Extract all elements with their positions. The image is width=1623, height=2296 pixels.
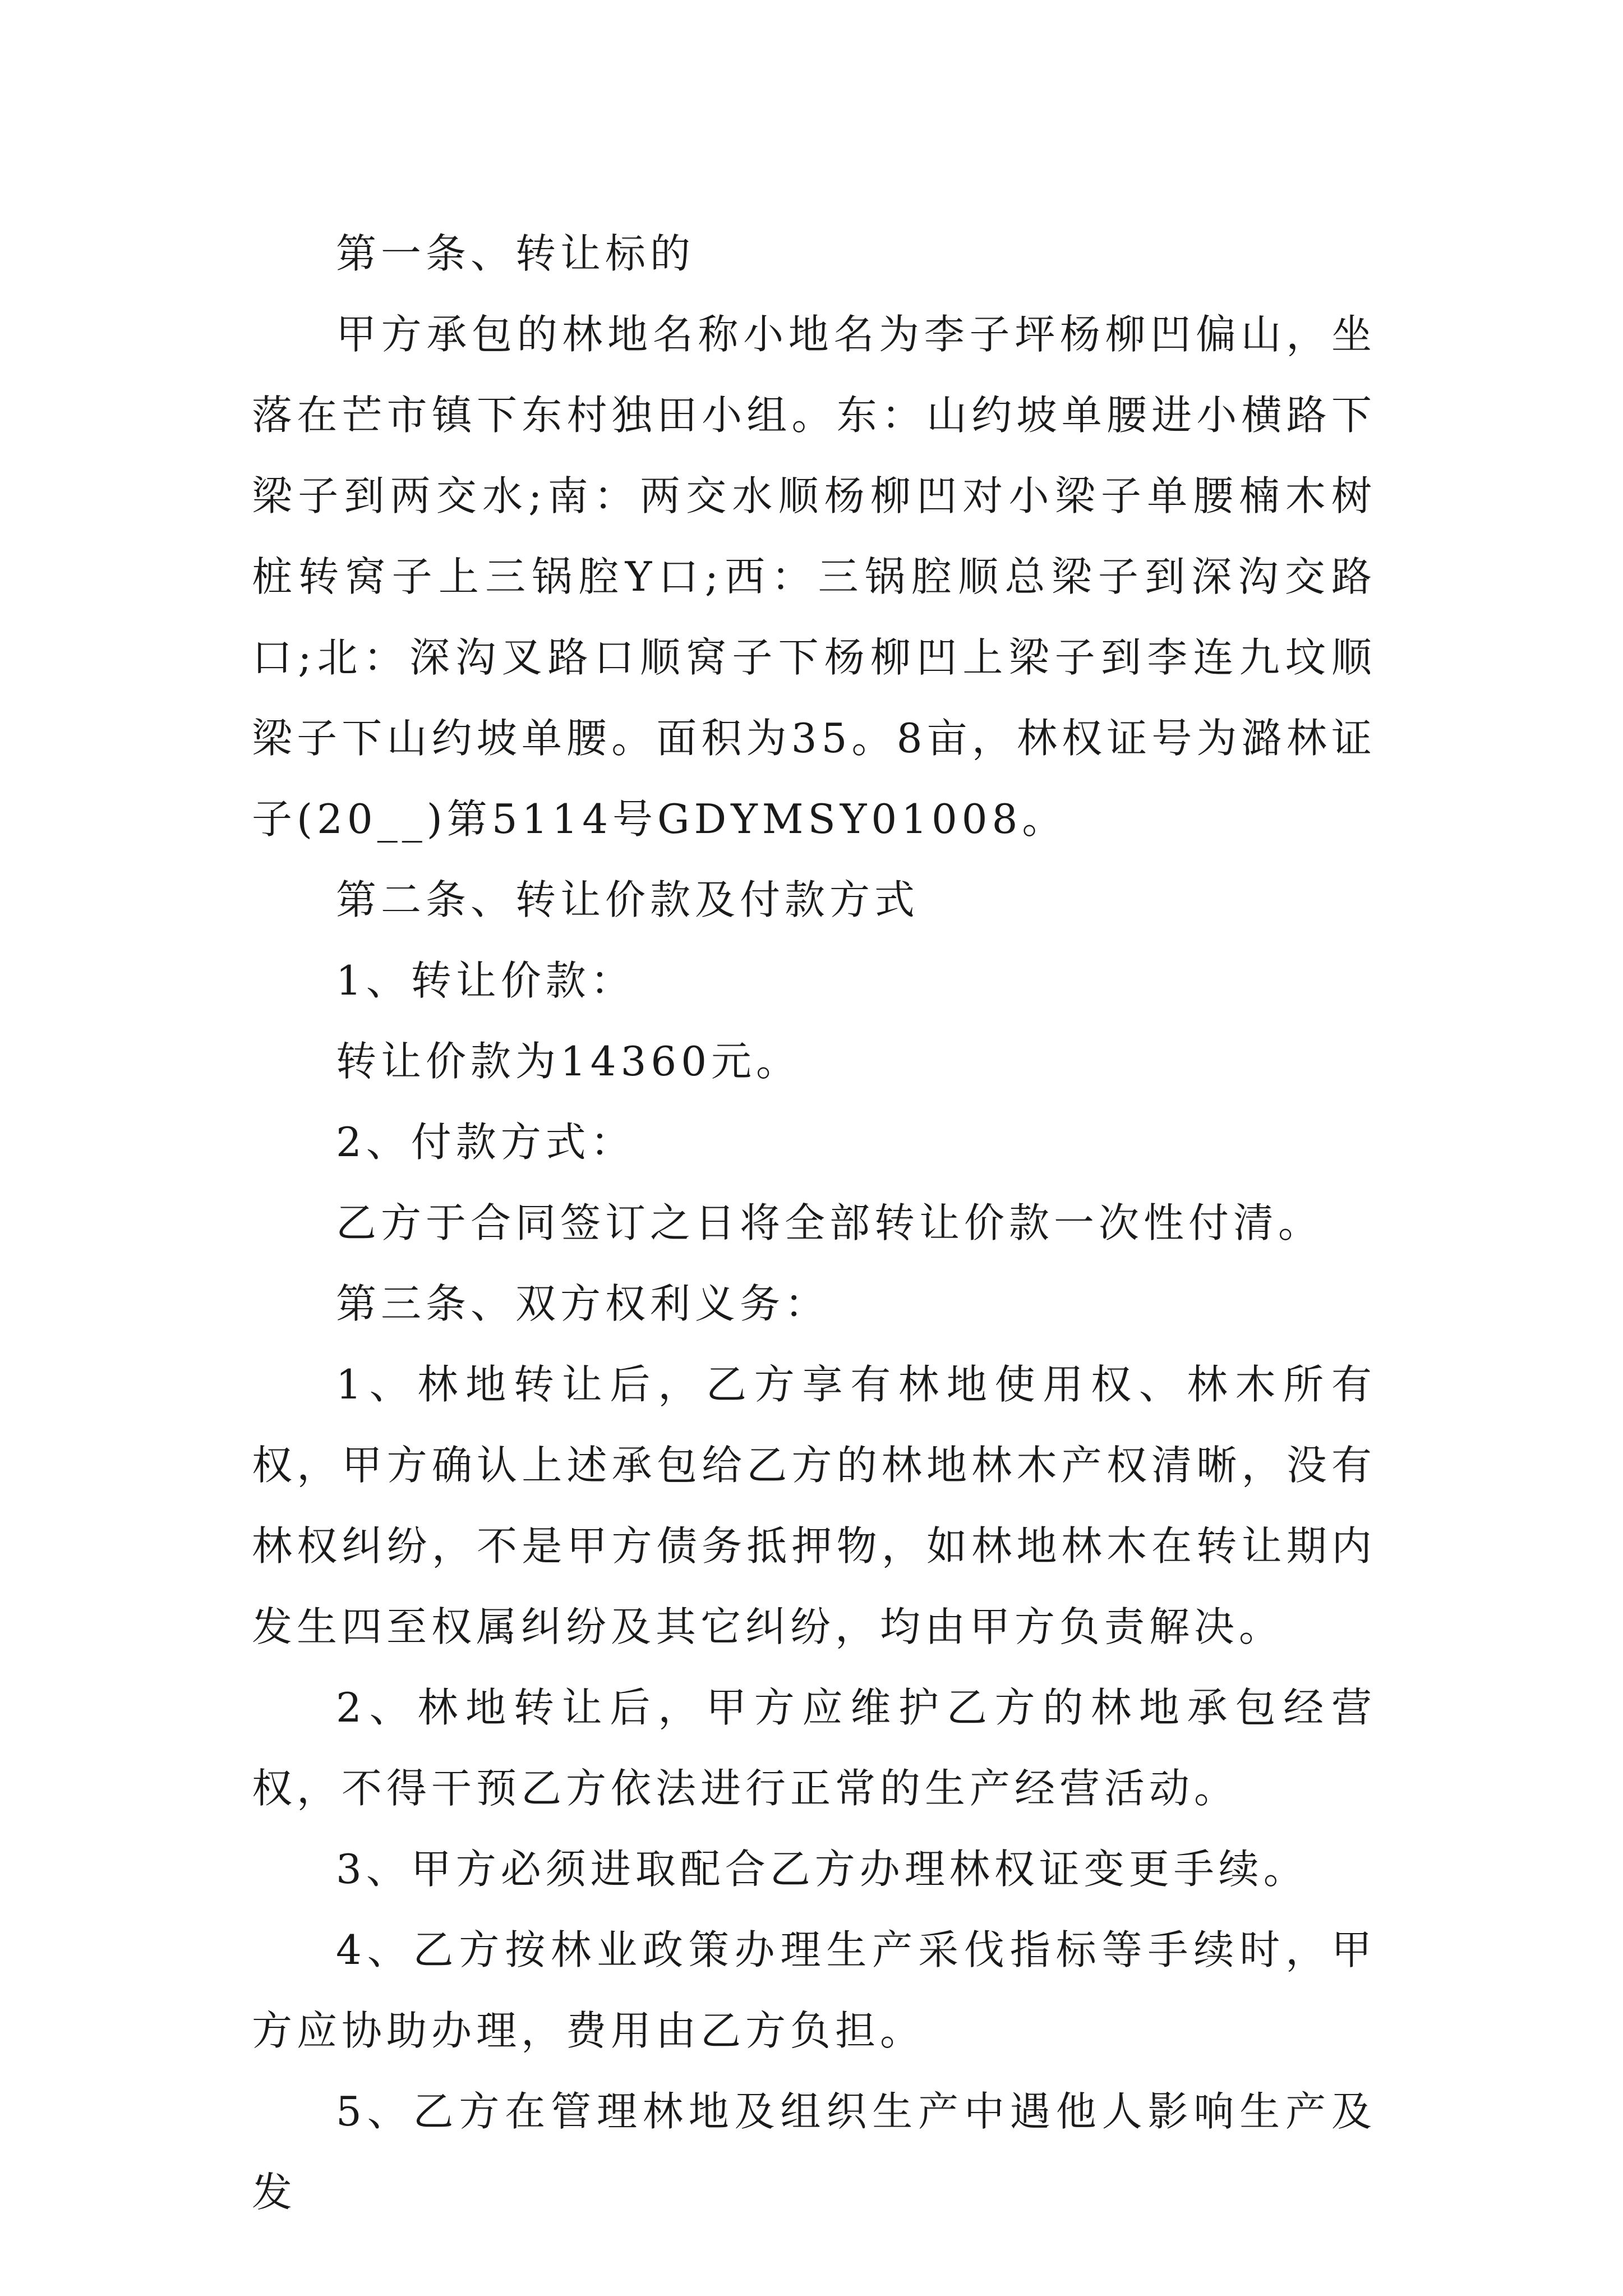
heading-article-3: 第三条、双方权利义务：: [336, 1280, 830, 1327]
clause-rights-5: 5、乙方在管理林地及组织生产中遇他人影响生产及发: [252, 2088, 1376, 2216]
paragraph-land-description: 甲方承包的林地名称小地名为李子坪杨柳凹偏山，坐落在芒市镇下东村独田小组。东：山约坡单腰进小横路下梁子到两交水;南：两交水顺杨柳凹对小梁子单腰楠木树桩转窝子上三锅腔Y口;西：三锅腔顺总梁子到深沟交路口;北：深沟叉路口顺窝子下杨柳凹上梁子到李连九坟顺梁子下山约坡单腰。面积为35。8亩，林权证号为潞林证子(20__)第5114号GDYMSY01008。: [252, 311, 1376, 843]
paragraph-price: 转让价款为14360元。: [336, 1038, 801, 1085]
clause-rights-2: 2、林地转让后，甲方应维护乙方的林地承包经营权，不得干预乙方依法进行正常的生产经营活动。: [252, 1684, 1376, 1812]
clause-rights-4: 4、乙方按林业政策办理生产采伐指标等手续时，甲方应协助办理，费用由乙方负担。: [252, 1926, 1376, 2054]
paragraph-payment: 乙方于合同签订之日将全部转让价款一次性付清。: [336, 1199, 1324, 1246]
heading-article-2: 第二条、转让价款及付款方式: [336, 876, 920, 923]
clause-rights-3: 3、甲方必须进取配合乙方办理林权证变更手续。: [336, 1846, 1308, 1893]
heading-article-1: 第一条、转让标的: [336, 230, 695, 277]
document-body: [252, 213, 1376, 2233]
clause-rights-1: 1、林地转让后，乙方享有林地使用权、林木所有权，甲方确认上述承包给乙方的林地林木产权清晰，没有林权纠纷，不是甲方债务抵押物，如林地林木在转让期内发生四至权属纠纷及其它纠纷，均由甲方负责解决。: [252, 1361, 1376, 1650]
subheading-price: 1、转让价款：: [336, 957, 635, 1004]
subheading-payment: 2、付款方式：: [336, 1119, 635, 1166]
